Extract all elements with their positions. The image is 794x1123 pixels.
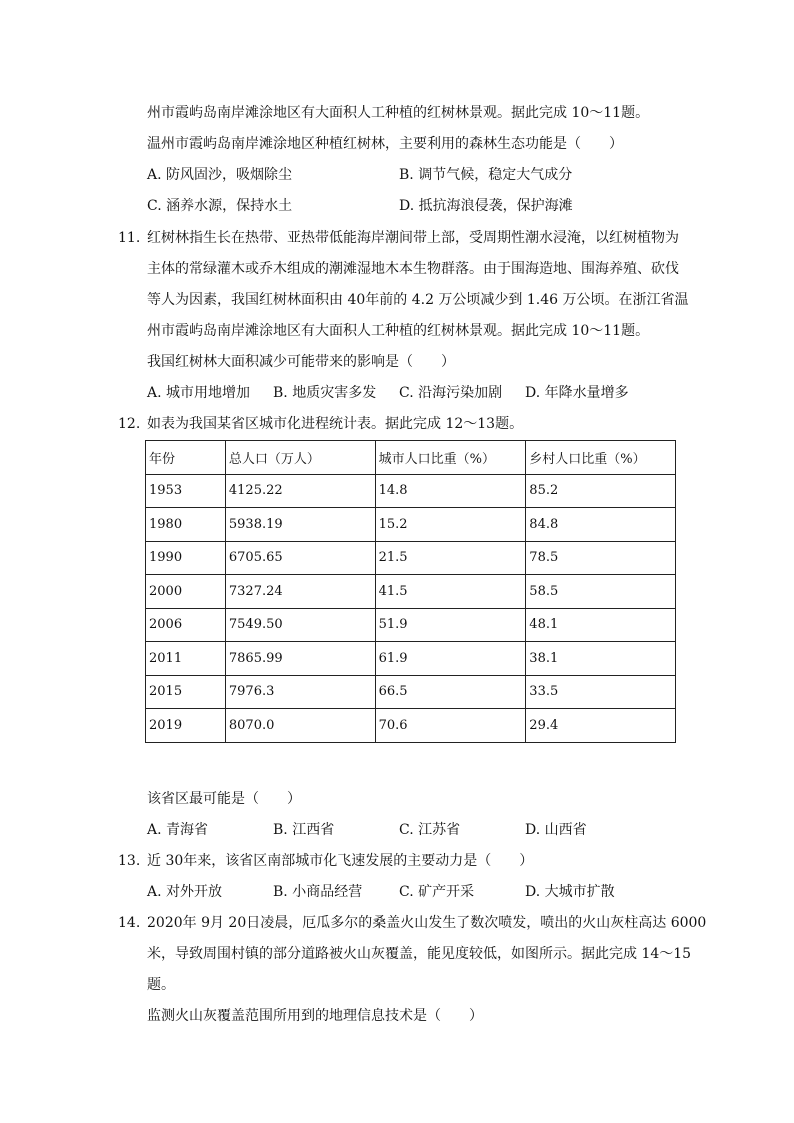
q14-stem: 监测火山灰覆盖范围所用到的地理信息技术是（ ） [147,1008,483,1024]
q13-option-d: D. 大城市扩散 [525,884,615,900]
q11-option-d: D. 年降水量增多 [525,385,629,401]
q11-option-a: A. 城市用地增加 [147,385,251,401]
table-row [146,675,676,709]
table-cell: 48.1 [526,608,676,642]
q13-option-b: B. 小商品经营 [273,884,363,900]
table-row [146,608,676,642]
q10-stem: 温州市霞屿岛南岸滩涂地区种植红树林，主要利用的森林生态功能是（ ） [147,136,623,152]
table-cell: 1990 [146,541,226,575]
table-cell: 2011 [146,642,226,676]
q10-context-line: 州市霞屿岛南岸滩涂地区有大面积人工种植的红树林景观。据此完成 10～11题。 [147,105,650,121]
q11-option-c: C. 沿海污染加剧 [399,385,503,401]
table-header-row [146,441,676,475]
table-row [146,508,676,542]
table-cell: 14.8 [375,474,526,508]
q11-number: 11. [118,230,141,246]
table-cell: 85.2 [526,474,676,508]
table-header-cell: 年份 [146,441,226,475]
q10-option-c: C. 涵养水源，保持水土 [147,198,293,214]
table-row [146,709,676,743]
table-cell: 33.5 [526,675,676,709]
q11-option-b: B. 地质灾害多发 [273,385,377,401]
table-cell: 7327.24 [225,575,375,609]
table-cell: 51.9 [375,608,526,642]
q11-stem: 我国红树林大面积减少可能带来的影响是（ ） [147,354,455,370]
table-cell: 5938.19 [225,508,375,542]
table-cell: 1980 [146,508,226,542]
q10-option-b: B. 调节气候，稳定大气成分 [399,167,573,183]
q14-number: 14. [118,915,141,931]
table-cell: 15.2 [375,508,526,542]
table-row [146,474,676,508]
q10-option-a: A. 防风固沙，吸烟除尘 [147,167,293,183]
table-row [146,575,676,609]
q12-number: 12. [118,416,141,432]
q13-option-c: C. 矿产开采 [399,884,475,900]
q12-option-b: B. 江西省 [273,822,335,838]
table-cell: 66.5 [375,675,526,709]
q12-option-a: A. 青海省 [147,822,209,838]
table-cell: 2006 [146,608,226,642]
table-row [146,642,676,676]
q13-number: 13. [118,853,141,869]
q11-text-line: 红树林指生长在热带、亚热带低能海岸潮间带上部，受周期性潮水浸淹，以红树植物为 [147,230,679,246]
table-cell: 4125.22 [225,474,375,508]
table-cell: 2000 [146,575,226,609]
table-cell: 1953 [146,474,226,508]
q14-text-line: 题。 [147,977,175,993]
table-cell: 7549.50 [225,608,375,642]
q11-text-line: 主体的常绿灌木或乔木组成的潮滩湿地木本生物群落。由于围海造地、围海养殖、砍伐 [147,261,679,277]
table-cell: 61.9 [375,642,526,676]
table-cell: 78.5 [526,541,676,575]
urbanization-table [145,440,676,743]
table-header-cell: 乡村人口比重（%） [526,441,676,475]
q13-stem: 近 30年来，该省区南部城市化飞速发展的主要动力是（ ） [147,853,534,869]
table-cell: 6705.65 [225,541,375,575]
table-cell: 38.1 [526,642,676,676]
table-cell: 70.6 [375,709,526,743]
table-cell: 2015 [146,675,226,709]
table-cell: 7865.99 [225,642,375,676]
q14-text-line: 米，导致周围村镇的部分道路被火山灰覆盖，能见度较低，如图所示。据此完成 14～15 [147,946,692,962]
table-cell: 21.5 [375,541,526,575]
q12-intro: 如表为我国某省区城市化进程统计表。据此完成 12～13题。 [147,416,524,432]
q13-option-a: A. 对外开放 [147,884,223,900]
table-cell: 58.5 [526,575,676,609]
q12-stem: 该省区最可能是（ ） [147,791,301,807]
q12-option-c: C. 江苏省 [399,822,461,838]
table-row [146,541,676,575]
table-cell: 41.5 [375,575,526,609]
q12-option-d: D. 山西省 [525,822,587,838]
q10-option-d: D. 抵抗海浪侵袭，保护海滩 [399,198,573,214]
table-header-cell: 总人口（万人） [225,441,375,475]
table-cell: 2019 [146,709,226,743]
table-cell: 29.4 [526,709,676,743]
table-header-cell: 城市人口比重（%） [375,441,526,475]
table-cell: 7976.3 [225,675,375,709]
table-cell: 84.8 [526,508,676,542]
q11-text-line: 州市霞屿岛南岸滩涂地区有大面积人工种植的红树林景观。据此完成 10～11题。 [147,323,650,339]
q11-text-line: 等人为因素，我国红树林面积由 40年前的 4.2 万公顷减少到 1.46 万公顷。在浙江省温 [147,292,689,308]
q14-text-line: 2020年 9月 20日凌晨，厄瓜多尔的桑盖火山发生了数次喷发，喷出的火山灰柱高达 6000 [147,915,707,931]
table-cell: 8070.0 [225,709,375,743]
